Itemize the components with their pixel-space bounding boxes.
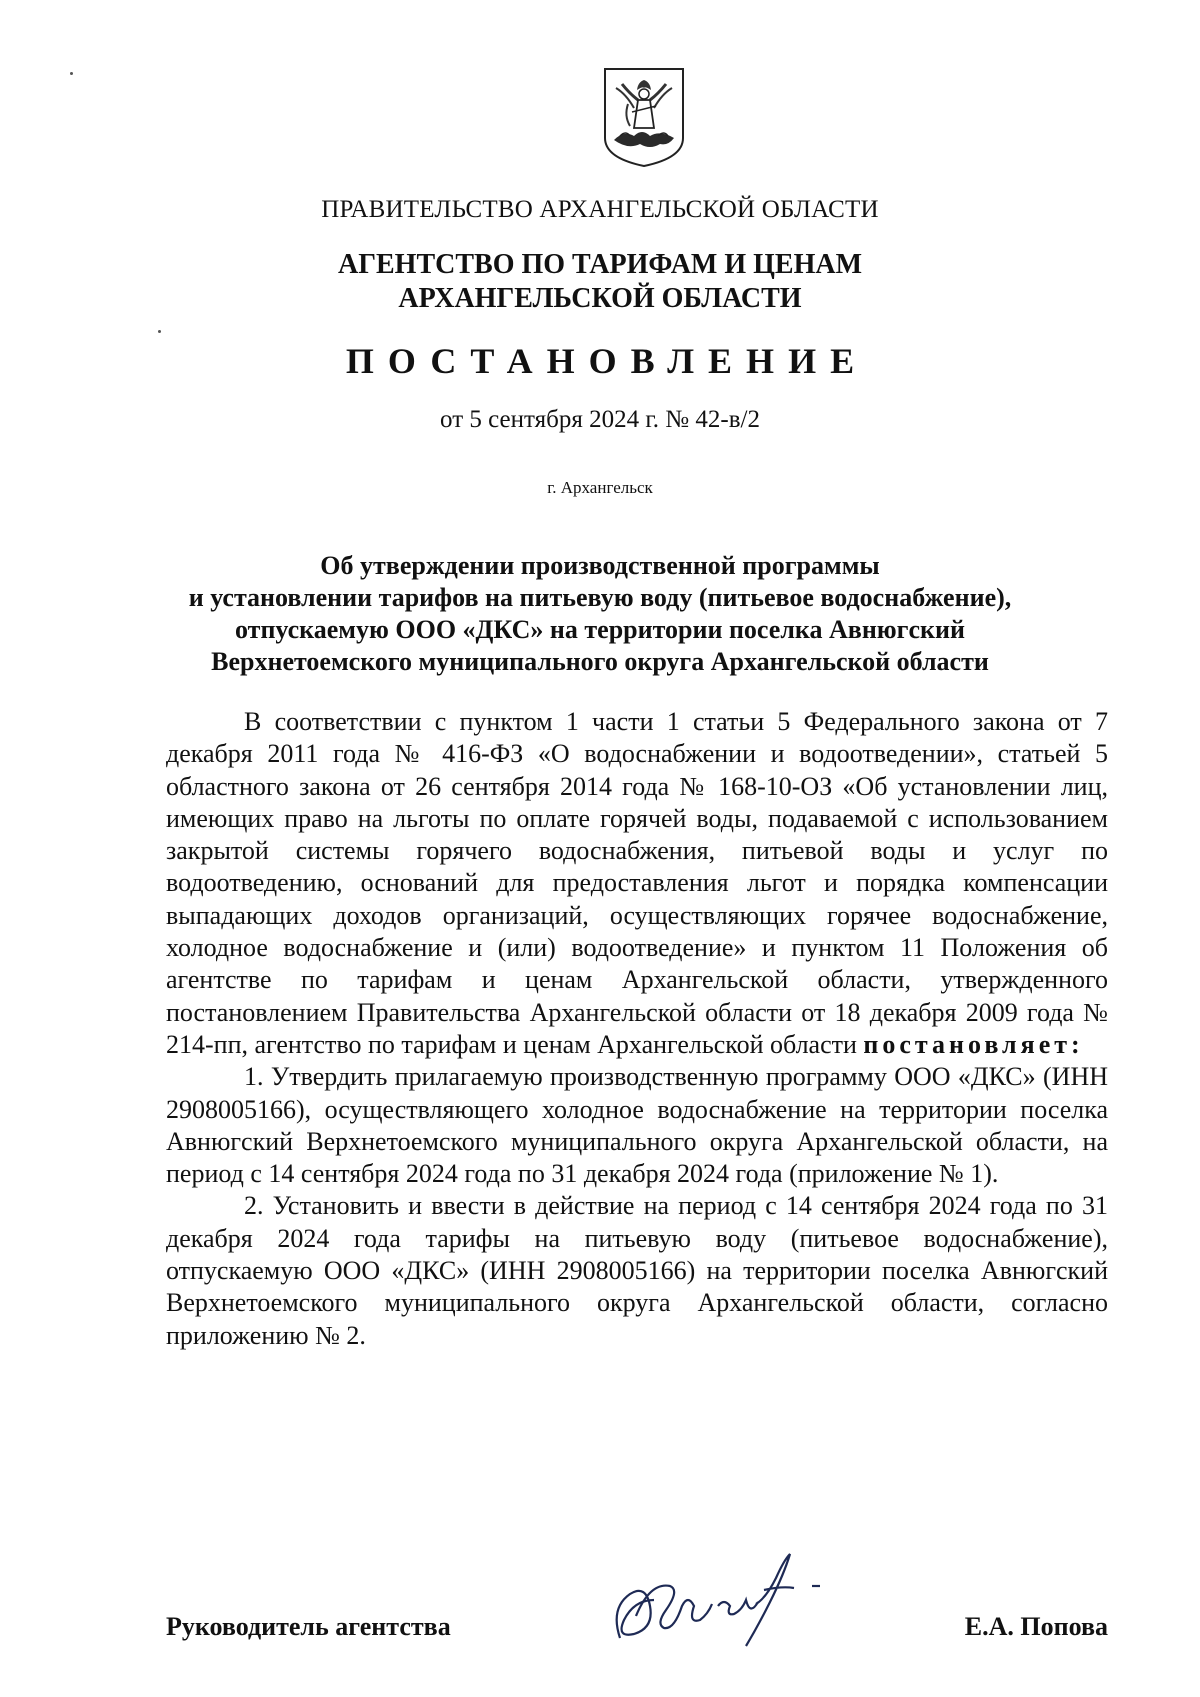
resolves-word: постановляет: [863, 1029, 1084, 1059]
document-date-number: от 5 сентября 2024 г. № 42-в/2 [440, 406, 760, 433]
document-body [166, 706, 1108, 1352]
agency-name [0, 248, 1200, 316]
agency-name-line1: АГЕНТСТВО ПО ТАРИФАМ И ЦЕНАМ [337, 249, 863, 280]
signer-name: Е.А. Попова [964, 1612, 1108, 1641]
item-2-paragraph: 2. Установить и ввести в действие на период с 14 сентября 2024 года по 31 декабря 2024 года тарифы на питьевую воду (питьевое водоснабжение), отпускаемую ООО «ДКС» (ИНН 2908005166) на территории поселка Авнюгский Верхнетоемского муниципального округа Архангельской области, согласно приложению № 2. [166, 1191, 1108, 1350]
government-name: ПРАВИТЕЛЬСТВО АРХАНГЕЛЬСКОЙ ОБЛАСТИ [321, 196, 879, 223]
title-line2: и установлении тарифов на питьевую воду (питьевое водоснабжение), [188, 583, 1012, 612]
scan-speck [158, 330, 161, 333]
handwritten-signature-icon [606, 1546, 834, 1656]
preamble-paragraph [166, 706, 1108, 1061]
signer-position: Руководитель агентства [166, 1612, 451, 1641]
title-line4: Верхнетоемского муниципального округа Архангельской области [211, 647, 989, 676]
document-title [0, 550, 1200, 678]
title-line3: отпускаемую ООО «ДКС» на территории поселка Авнюгский [235, 615, 965, 644]
document-type: ПОСТАНОВЛЕНИЕ [345, 341, 869, 381]
coat-of-arms-icon [602, 66, 686, 168]
preamble-text: В соответствии с пунктом 1 части 1 статьи 5 Федерального закона от 7 декабря 2011 года № 416-ФЗ «О водоснабжении и водоотведении», статьей 5 областного закона от 26 сентября 2014 года № 168-10-ОЗ «Об установлении лиц, имеющих право на льготы по оплате горячей воды, подаваемой с использованием закрытой системы горячего водоснабжения, питьевой воды и услуг по водоотведению, оснований для предоставления льгот и порядка компенсации выпадающих доходов организаций, осуществляющих горячее водоснабжение, холодное водоснабжение и (или) водоотведение» и пунктом 11 Положения об агентстве по тарифам и ценам Архангельской области, утвержденного постановлением Правительства Архангельской области от 18 декабря 2009 года № 214-пп, агентство по тарифам и ценам Архангельской области [166, 707, 1108, 1059]
document-city: г. Архангельск [547, 478, 653, 497]
agency-name-line2: АРХАНГЕЛЬСКОЙ ОБЛАСТИ [398, 283, 802, 314]
scan-speck [70, 72, 73, 75]
title-line1: Об утверждении производственной программы [320, 551, 880, 580]
item-1-paragraph: 1. Утвердить прилагаемую производственную программу ООО «ДКС» (ИНН 2908005166), осуществляющего холодное водоснабжение на территории поселка Авнюгский Верхнетоемского муниципального округа Архангельской области, на период с 14 сентября 2024 года по 31 декабря 2024 года (приложение № 1). [166, 1062, 1108, 1189]
